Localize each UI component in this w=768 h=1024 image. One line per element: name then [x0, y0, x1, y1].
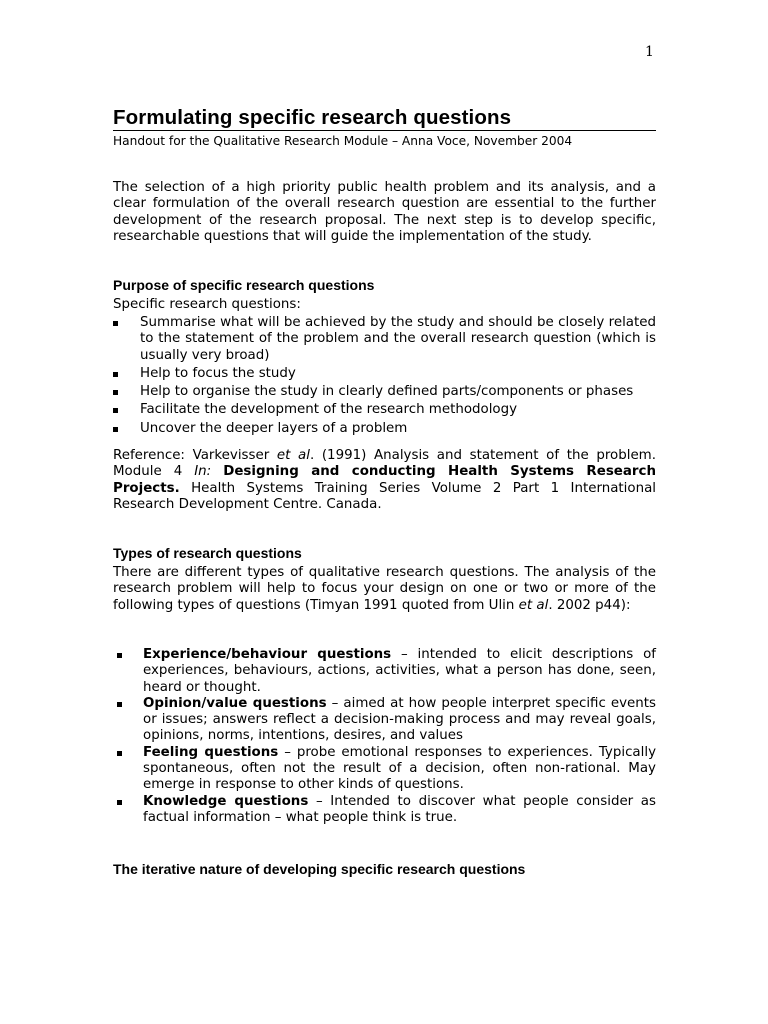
reference-paragraph: Reference: Varkevisser et al. (1991) Analysis and statement of the problem. Module 4 In: Designing and conducting Health Systems Research Projects. Health Systems Training Series Volume 2 Part 1 International Research Development Centre. Canada. — [113, 448, 656, 512]
page-number: 1 — [645, 44, 654, 60]
types-heading: Types of research questions — [113, 545, 302, 561]
types-list — [113, 647, 656, 826]
document-subtitle: Handout for the Qualitative Research Module – Anna Voce, November 2004 — [113, 134, 573, 148]
bullet-icon — [113, 321, 118, 326]
list-item: Experience/behaviour questions – intended to elicit descriptions of experiences, behaviours, actions, activities, what a person has done, seen, heard or thought. — [113, 647, 656, 696]
purpose-heading: Purpose of specific research questions — [113, 277, 375, 293]
bullet-icon — [113, 427, 118, 432]
list-item: Help to focus the study — [113, 366, 656, 382]
types-intro-paragraph: There are different types of qualitative research questions. The analysis of the research problem will help to focus your design on one or two or more of the following types of questions (Timyan 1991 quoted from Ulin et al. 2002 p44): — [113, 565, 656, 613]
purpose-list — [113, 315, 656, 437]
bullet-icon — [117, 751, 122, 756]
bullet-icon — [117, 800, 122, 805]
list-item: Opinion/value questions – aimed at how people interpret specific events or issues; answers reflect a decision-making process and may reveal goals, opinions, norms, intentions, desires, and values — [113, 696, 656, 745]
bullet-icon — [117, 653, 122, 658]
bullet-icon — [113, 408, 118, 413]
iterative-heading: The iterative nature of developing specific research questions — [113, 861, 526, 877]
intro-paragraph: The selection of a high priority public health problem and its analysis, and a clear formulation of the overall research question are essential to the further development of the research proposal. The next step is to develop specific, researchable questions that will guide the implementation of the study. — [113, 180, 656, 244]
purpose-lead: Specific research questions: — [113, 297, 301, 312]
bullet-icon — [117, 702, 122, 707]
list-item: Uncover the deeper layers of a problem — [113, 421, 656, 437]
document-title: Formulating specific research questions — [113, 106, 512, 129]
list-item: Knowledge questions – Intended to discover what people consider as factual information – what people think is true. — [113, 794, 656, 827]
reference-book-title: Designing and conducting Health Systems Research Projects. — [113, 464, 656, 496]
list-item: Facilitate the development of the research methodology — [113, 402, 656, 418]
list-item: Help to organise the study in clearly defined parts/components or phases — [113, 384, 656, 400]
list-item: Feeling questions – probe emotional responses to experiences. Typically spontaneous, often not the result of a decision, often non-rational. May emerge in response to other kinds of questions. — [113, 745, 656, 794]
bullet-icon — [113, 390, 118, 395]
bullet-icon — [113, 372, 118, 377]
list-item: Summarise what will be achieved by the study and should be closely related to the statement of the problem and the overall research question (which is usually very broad) — [113, 315, 656, 364]
title-underline — [113, 130, 656, 131]
